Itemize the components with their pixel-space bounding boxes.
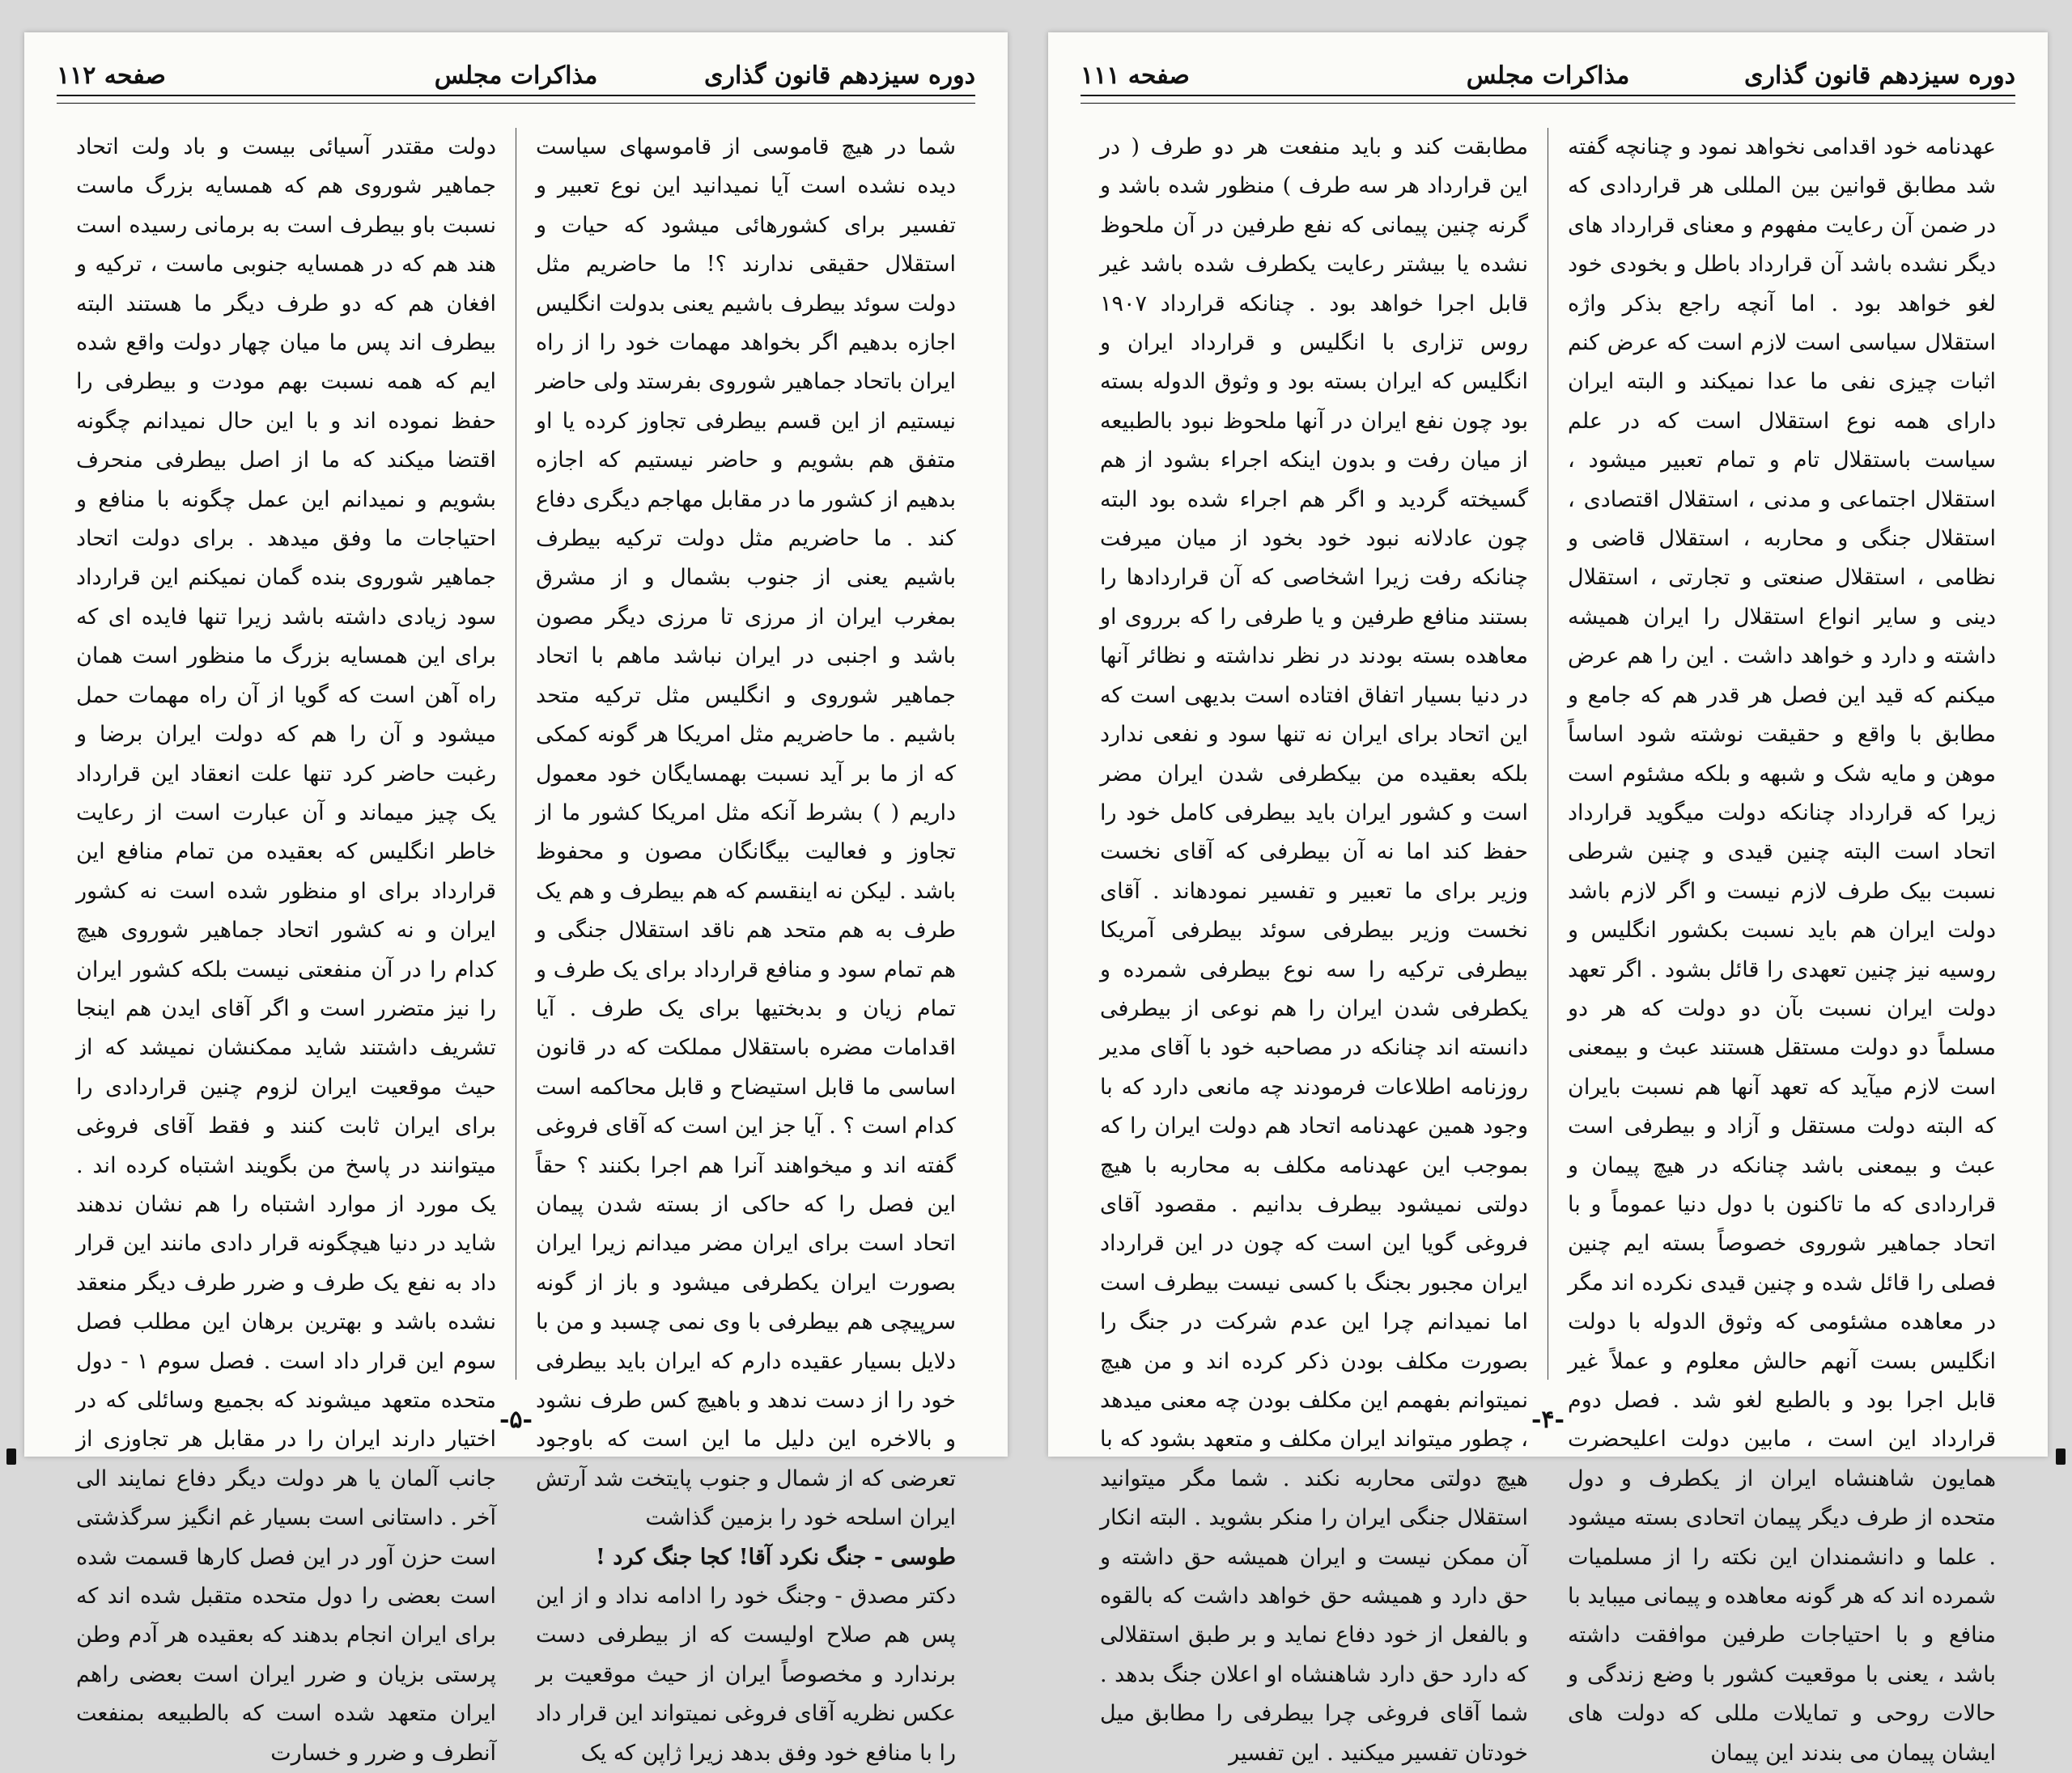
text-column-left bbox=[1081, 128, 1548, 1766]
page-footer: -۵- bbox=[499, 1406, 533, 1434]
text-columns bbox=[57, 128, 975, 1766]
scan-mark bbox=[2056, 1449, 2066, 1465]
right-page bbox=[1048, 32, 2048, 1766]
section-title: مذاکرات مجلس bbox=[1466, 62, 1630, 90]
header-rule bbox=[57, 95, 975, 104]
paragraph: مطابقت کند و باید منفعت هر دو طرف ( در این قرارداد هر سه طرف ) منظور شده باشد و گرنه چنین پیمانی که نفع طرفین در آن ملحوظ نشده یا بیشتر رعایت یکطرف شده باشد غیر قابل اجرا خواهد بود . چنانکه قرارداد ۱۹۰۷ روس تزاری با انگلیس و قرارداد ایران و انگلیس که ایران بسته بود و وثوق الدوله بسته بود چون نفع ایران در آنها ملحوظ نبود بالطبیعه از میان رفت و بدون اینکه اجراء بشود از هم گسیخته گردید و اگر هم اجراء شده بود البته چون عادلانه نبود خود بخود از میان میرفت چنانکه رفت زیرا اشخاصی که آن قراردادها را بستند منافع طرفین و یا طرفی را که برروی او معاهده بسته بودند در نظر نداشته و نظائر آنها در دنیا بسیار اتفاق افتاده است بدیهی است که این اتحاد برای ایران نه تنها سود و نفعی ندارد بلکه بعقیده من بیکطرفی شدن ایران مضر است و کشور ایران باید بیطرفی کامل خود را حفظ کند اما نه آن بیطرفی که آقای نخست وزیر برای ما تعبیر و تفسیر نمودهاند . آقای نخست وزیر بیطرفی سوئد بیطرفی آمریکا بیطرفی ترکیه را سه نوع بیطرفی شمرده و یکطرفی شدن ایران را هم نوعی از بیطرفی دانسته اند چنانکه در مصاحبه خود با آقای مدیر روزنامه اطلاعات فرمودند چه مانعی دارد که با وجود همین عهدنامه اتحاد هم دولت ایران را که بموجب این عهدنامه مکلف به محاربه با هیچ دولتی نمیشود بیطرف بدانیم . مقصود آقای فروغی گویا این است که چون در این قرارداد ایران مجبور بجنگ با کسی نیست بیطرف است اما نمیدانم چرا این عدم شرکت در جنگ را بصورت مکلف بودن ذکر کرده اند و من هیچ نمیتوانم بفهمم این مکلف بودن چه معنی میدهد ، چطور میتواند ایران مکلف و متعهد بشود که با هیچ دولتی محاربه نکند . شما مگر میتوانید استقلال جنگی ایران را منکر بشوید . البته انکار آن ممکن نیست و ایران همیشه حق داشته و حق دارد و همیشه حق خواهد داشت که بالقوه و بالفعل از خود دفاع نماید و بر طبق استقلالی که دارد حق دارد شاهنشاه او اعلان جنگ بدهد . شما آقای فروغی چرا بیطرفی را مطابق میل خودتان تفسیر میکنید . این تفسیر bbox=[1100, 134, 1528, 1766]
scan-mark bbox=[6, 1449, 16, 1465]
page-footer: -۴- bbox=[1531, 1406, 1565, 1434]
paragraph: شما در هیچ قاموسی از قاموسهای سیاست دیده نشده است آیا نمیدانید این نوع تعبیر و تفسیر برای کشورهائی میشود که حیات و استقلال حقیقی ندارند ؟! ما حاضریم مثل دولت سوئد بیطرف باشیم یعنی بدولت انگلیس اجازه بدهیم اگر بخواهد مهمات خود را از راه ایران باتحاد جماهیر شوروی بفرستد ولی حاضر نیستیم از این قسم بیطرفی تجاوز کرده یا او متفق هم بشویم و حاضر نیستیم که اجازه بدهیم از کشور ما در مقابل مهاجم دیگری دفاع کند . ما حاضریم مثل دولت ترکیه بیطرف باشیم یعنی از جنوب بشمال و از مشرق بمغرب ایران از مرزی تا مرزی دیگر مصون باشد و اجنبی در ایران نباشد ماهم با اتحاد جماهیر شوروی و انگلیس مثل ترکیه متحد باشیم . ما حاضریم مثل امریکا هر گونه کمکی که از ما بر آید نسبت بهمسایگان خود معمول داریم ( ) بشرط آنکه مثل امریکا کشور ما از تجاوز و فعالیت بیگانگان مصون و محفوظ باشد . لیکن نه اینقسم که هم بیطرف و هم یک طرف به هم متحد هم ناقد استقلال جنگی و هم تمام سود و منافع قرارداد برای یک طرف و تمام زیان و بدبختیها برای یک طرف . آیا اقدامات مضره باستقلال مملکت که در قانون اساسی ما قابل استیضاح و قابل محاکمه است کدام است ؟ . آیا جز این است که آقای فروغی گفته اند و میخواهند آنرا هم اجرا بکنند ؟ حقاً این فصل را که حاکی از بسته شدن پیمان اتحاد است برای ایران مضر میدانم زیرا ایران بصورت ایران یکطرفی میشود و باز از گونه سرپیچی هم بیطرفی با وی نمی چسبد و من با دلایل بسیار عقیده دارم که ایران باید بیطرفی خود را از دست ندهد و باهیچ کس طرف نشود و بالاخره این دلیل ما این است که باوجود تعرضی که از شمال و جنوب پایتخت شد آرتش ایران اسلحه خود را بزمین گذاشت bbox=[536, 134, 956, 1531]
text-columns bbox=[1081, 128, 2015, 1766]
page-header bbox=[1081, 57, 2015, 104]
text-column-right bbox=[516, 128, 975, 1766]
page-number: صفحه ۱۱۲ bbox=[57, 62, 166, 90]
paragraph: دولت مقتدر آسیائی بیست و باد ولت اتحاد جماهیر شوروی هم که همسایه بزرگ ماست نسبت باو بیطرف است به برمانی رسیده است هند هم که در همسایه جنوبی ماست ، ترکیه و افغان هم که دو طرف دیگر ما هستند البته بیطرف اند پس ما میان چهار دولت واقع شده ایم که همه نسبت بهم مودت و بیطرفی را حفظ نموده اند و با این حال نمیدانم چگونه اقتضا میکند که ما از اصل بیطرفی منحرف بشویم و نمیدانم این عمل چگونه با منافع و احتیاجات ما وفق میدهد . برای دولت اتحاد جماهیر شوروی بنده گمان نمیکنم این قرارداد سود زیادی داشته باشد زیرا تنها فایده ای که برای این همسایه بزرگ ما منظور است همان راه آهن است که گویا از آن راه مهمات حمل میشود و آن را هم که دولت ایران برضا و رغبت حاضر کرد تنها علت انعقاد این قرارداد یک چیز میماند و آن عبارت است از رعایت خاطر انگلیس که بعقیده من تمام منافع این قرارداد برای او منظور شده است نه کشور ایران و نه کشور اتحاد جماهیر شوروی هیچ کدام را در آن منفعتی نیست بلکه کشور ایران را نیز متضرر است و اگر آقای ایدن هم اینجا تشریف داشتند شاید ممکنشان نمیشد که از حیث موقعیت ایران لزوم چنین قراردادی را برای ایران ثابت کنند و فقط آقای فروغی میتوانند در پاسخ من بگویند اشتباه کرده اند . یک مورد از موارد اشتباه را هم نشان ندهند شاید در دنیا هیچگونه قرار دادی مانند این قرار داد به نفع یک طرف و ضرر طرف دیگر منعقد نشده باشد و بهترین برهان این مطلب فصل سوم این قرار داد است . فصل سوم ۱ - دول متحده متعهد میشوند که بجمیع وسائلی که در اختیار دارند ایران را در مقابل هر تجاوزی از جانب آلمان یا هر دولت دیگر دفاع نمایند الی آخر . داستانی است بسیار غم انگیز سرگذشتی است حزن آور در این فصل کارها قسمت شده است بعضی را دول متحده متقبل شده اند که برای ایران انجام بدهند که بعقیده هر آدم وطن پرستی بزیان و ضرر ایران است بعضی راهم ایران متعهد شده است که بالطبیعه بمنفعت آنطرف و ضرر و خسارت bbox=[76, 134, 497, 1766]
session-title: دوره سیزدهم قانون گذاری bbox=[704, 62, 975, 90]
text-column-left bbox=[57, 128, 516, 1766]
page-number: صفحه ۱۱۱ bbox=[1081, 62, 1190, 90]
page-header bbox=[57, 57, 975, 104]
paragraph: دکتر مصدق - وجنگ خود را ادامه نداد و از این پس هم صلاح اولیست که از بیطرفی دست برندارد و مخصوصاً ایران از حیث موقعیت بر عکس نظریه آقای فروغی نمیتواند این قرار داد را با منافع خود وفق بدهد زیرا ژاپن که یک bbox=[536, 1584, 956, 1766]
paragraph: عهدنامه خود اقدامی نخواهد نمود و چنانچه گفته شد مطابق قوانین بین المللی هر قراردادی که در ضمن آن رعایت مفهوم و معنای قرارداد های دیگر نشده باشد آن قرارداد باطل و بخودی خود لغو خواهد بود . اما آنچه راجع بذکر واژه استقلال سیاسی است لازم است که عرض کنم اثبات چیزی نفی ما عدا نمیکند و البته ایران دارای همه نوع استقلال است که در علم سیاست باستقلال تام و تمام تعبیر میشود ، استقلال اجتماعی و مدنی ، استقلال اقتصادی ، استقلال جنگی و محاربه ، استقلال قاضی و نظامی ، استقلال صنعتی و تجارتی ، استقلال دینی و سایر انواع استقلال را ایران همیشه داشته و دارد و خواهد داشت . این را هم عرض میکنم که قید این فصل هر قدر هم که جامع و مطابق با واقع و حقیقت نوشته شود اساساً موهن و مایه شک و شبهه و بلکه مشئوم است زیرا که قرارداد چنانکه دولت میگوید قرارداد اتحاد است البته چنین قیدی و چنین شرطی نسبت بیک طرف لازم نیست و اگر لازم باشد دولت ایران هم باید نسبت بکشور انگلیس و روسیه نیز چنین تعهدی را قائل بشود . اگر تعهد دولت ایران نسبت بآن دو دولت که هر دو مسلماً دو دولت مستقل هستند عبث و بیمعنی است لازم میآید که تعهد آنها هم نسبت بایران که البته دولت مستقل و آزاد و بیطرفی است عبث و بیمعنی باشد چنانکه در هیچ پیمان و قراردادی که ما تاکنون با دول دنیا عموماً و با اتحاد جماهیر شوروی خصوصاً بسته ایم چنین فصلی را قائل شده و چنین قیدی نکرده اند مگر در معاهده مشئومی که وثوق الدوله با دولت انگلیس بست آنهم حالش معلوم و عملاً غیر قابل اجرا بود و بالطبع لغو شد . فصل دوم قرارداد این است ، مابین دولت اعلیحضرت همایون شاهنشاه ایران از یکطرف و دول متحده از طرف دیگر پیمان اتحادی بسته میشود . علما و دانشمندان این نکته را از مسلمیات شمرده اند که هر گونه معاهده و پیمانی میباید با منافع و با احتیاجات طرفین موافقت داشته باشد ، یعنی با موقعیت کشور با وضع زندگی و حالات روحی و تمایلات مللی که دولت های ایشان پیمان می بندند این پیمان bbox=[1568, 134, 1996, 1766]
paragraph: طوسی - جنگ نکرد آقا! کجا جنگ کرد ! bbox=[596, 1544, 956, 1570]
session-title: دوره سیزدهم قانون گذاری bbox=[1744, 62, 2015, 90]
left-page bbox=[24, 32, 1008, 1766]
section-title: مذاکرات مجلس bbox=[434, 62, 598, 90]
text-column-right bbox=[1548, 128, 2015, 1766]
header-rule bbox=[1081, 95, 2015, 104]
